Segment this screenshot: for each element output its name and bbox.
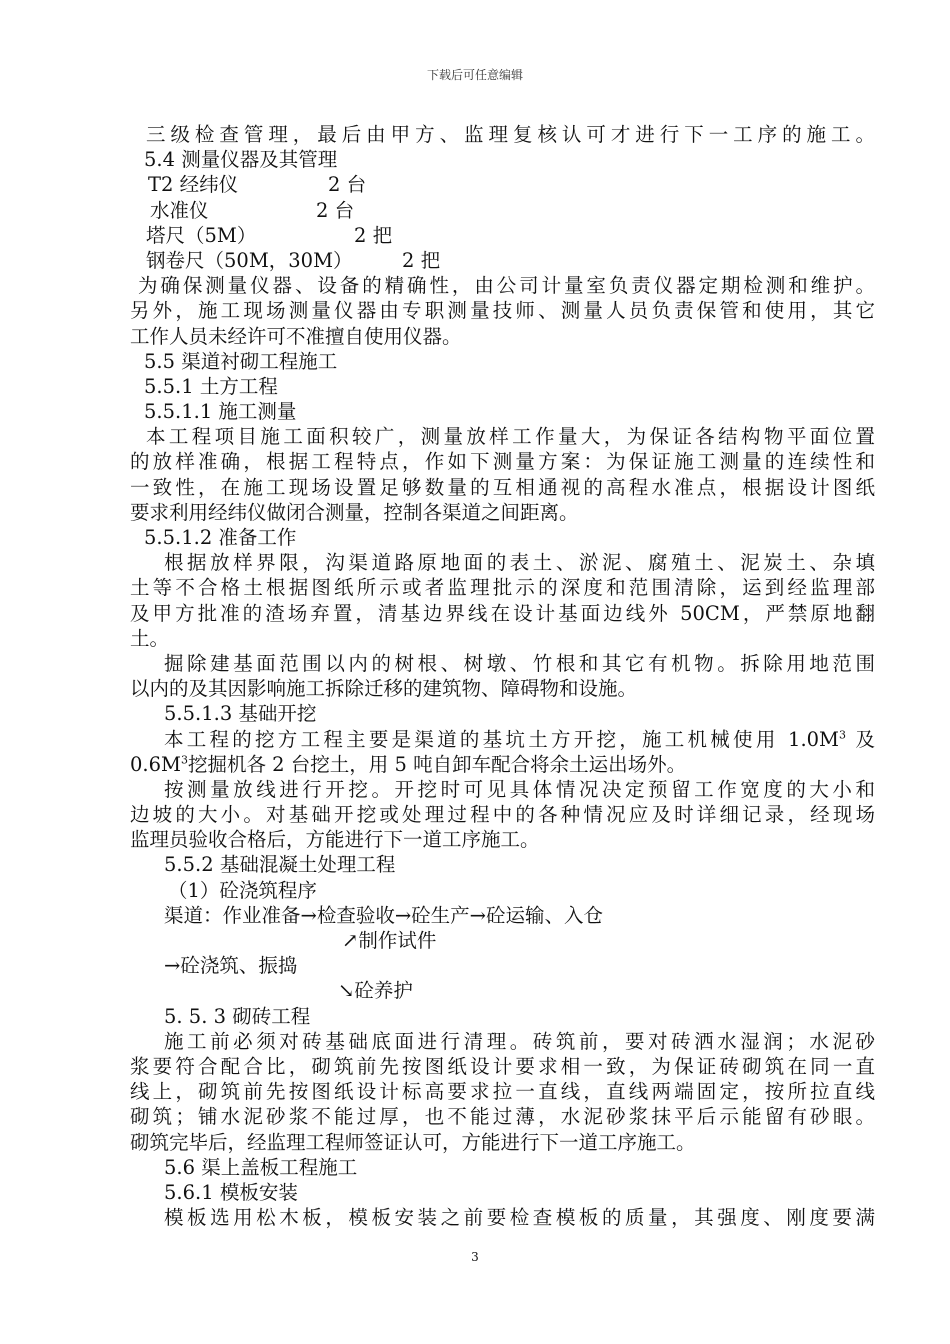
paragraph-line: 三级检查管理，最后由甲方、监理复核认可才进行下一工序的施工。 — [146, 123, 875, 146]
page-number: 3 — [471, 1250, 479, 1264]
paragraph-line: 监理员验收合格后，方能进行下一道工序施工。 — [130, 828, 540, 852]
section-heading: 5.5.1 土方工程 — [144, 374, 278, 398]
instrument-name: 水准仪 — [150, 198, 209, 222]
instrument-row — [130, 172, 875, 197]
paragraph-line: 砌筑；铺水泥砂浆不能过厚，也不能过薄，水泥砂浆抹平后示能留有砂眼。 — [130, 1105, 875, 1129]
paragraph-line: 根据放样界限，沟渠道路原地面的表土、淤泥、腐殖土、泥炭土、杂填 — [164, 551, 875, 575]
section-heading: 5.5.1.3 基础开挖 — [164, 702, 317, 726]
section-heading: 5. 5. 3 砌砖工程 — [164, 1004, 311, 1028]
paragraph-line: 要求利用经纬仪做闭合测量，控制各渠道之间距离。 — [130, 500, 579, 524]
section-heading: 5.6 渠上盖板工程施工 — [164, 1155, 358, 1179]
section-heading: 5.5 渠道衬砌工程施工 — [144, 349, 338, 373]
instrument-name: T2 经纬仪 — [148, 173, 239, 197]
paragraph-text: 及 — [846, 727, 875, 751]
subsection-heading: （1）砼浇筑程序 — [168, 878, 317, 902]
paragraph-line: 工作人员未经许可不准擅自使用仪器。 — [130, 324, 462, 348]
paragraph-line: 的放样准确，根据工程特点，作如下测量方案：为保证施工测量的连续性和 — [130, 450, 875, 474]
instrument-row — [130, 198, 875, 223]
instrument-name: 钢卷尺（50M，30M） — [146, 248, 353, 272]
paragraph-line: 边坡的大小。对基础开挖或处理过程中的各种情况应及时详细记录，经现场 — [130, 803, 875, 827]
section-heading: 5.5.1.2 准备工作 — [144, 526, 297, 549]
flow-branch-up: ↗制作试件 — [342, 929, 437, 952]
superscript: 3 — [180, 753, 188, 767]
document-body — [130, 122, 875, 1230]
paragraph-line: 一致性，在施工现场设置足够数量的互相通视的高程水准点，根据设计图纸 — [130, 475, 875, 499]
paragraph-line: 本工程项目施工面积较广，测量放样工作量大，为保证各结构物平面位置 — [146, 425, 875, 449]
paragraph-line: 土。 — [130, 626, 170, 650]
paragraph-line: 为确保测量仪器、设备的精确性，由公司计量室负责仪器定期检测和维护。 — [138, 274, 875, 298]
paragraph-line: 按测量放线进行开挖。开挖时可见具体情况决定预留工作宽度的大小和 — [164, 777, 875, 801]
instrument-row — [130, 223, 875, 248]
section-heading: 5.4 测量仪器及其管理 — [144, 148, 338, 172]
paragraph-line: 掘除建基面范围以内的树根、树墩、竹根和其它有机物。拆除用地范围 — [164, 651, 875, 675]
paragraph-line: 及甲方批准的渣场弃置，清基边界线在设计基面边线外 50CM，严禁原地翻 — [130, 601, 875, 625]
page-header: 下载后可任意编辑 — [426, 68, 523, 82]
instrument-row — [130, 248, 875, 273]
paragraph-text: 本工程的挖方工程主要是渠道的基坑土方开挖，施工机械使用 1.0M — [164, 727, 840, 751]
section-heading: 5.5.2 基础混凝土处理工程 — [164, 853, 396, 877]
paragraph-line: 施工前必须对砖基础底面进行清理。砖筑前，要对砖洒水湿润；水泥砂 — [164, 1029, 875, 1053]
section-heading: 5.5.1.1 施工测量 — [144, 400, 297, 424]
paragraph-line: 另外，施工现场测量仪器由专职测量技师、测量人员负责保管和使用，其它 — [130, 299, 875, 323]
section-heading: 5.6.1 模板安装 — [164, 1180, 298, 1204]
superscript: 3 — [839, 728, 847, 741]
instrument-qty: 2 把 — [354, 223, 393, 247]
paragraph-text: 挖掘机各 2 台挖土，用 5 吨自卸车配合将余土运出场外。 — [187, 752, 687, 776]
paragraph-line — [130, 727, 875, 752]
instrument-name: 塔尺（5M） — [146, 223, 257, 247]
paragraph-line: 模板选用松木板，模板安装之前要检查模板的质量，其强度、刚度要满 — [164, 1206, 875, 1230]
paragraph-line: 线上，砌筑前先按图纸设计标高要求拉一直线，直线两端固定，按所拉直线 — [130, 1080, 875, 1104]
paragraph-line: 以内的及其因影响施工拆除迁移的建筑物、障碍物和设施。 — [130, 677, 638, 701]
paragraph-line: 浆要符合配合比，砌筑前先按图纸设计要求相一致，为保证砖砌筑在同一直 — [130, 1054, 875, 1078]
instrument-qty: 2 把 — [402, 248, 441, 272]
instrument-qty: 2 台 — [328, 173, 367, 197]
paragraph-line: 土等不合格土根据图纸所示或者监理批示的深度和范围清除，运到经监理部 — [130, 576, 875, 600]
flow-line: 渠道：作业准备→检查验收→砼生产→砼运输、入仓 — [164, 903, 604, 927]
flow-line: →砼浇筑、振捣 — [164, 954, 298, 978]
instrument-qty: 2 台 — [316, 198, 355, 222]
paragraph-line — [130, 752, 875, 777]
paragraph-line: 砌筑完毕后，经监理工程师签证认可，方能进行下一道工序施工。 — [130, 1130, 696, 1154]
flow-branch-down: ↘砼养护 — [338, 979, 413, 1003]
paragraph-text: 0.6M — [130, 752, 181, 776]
